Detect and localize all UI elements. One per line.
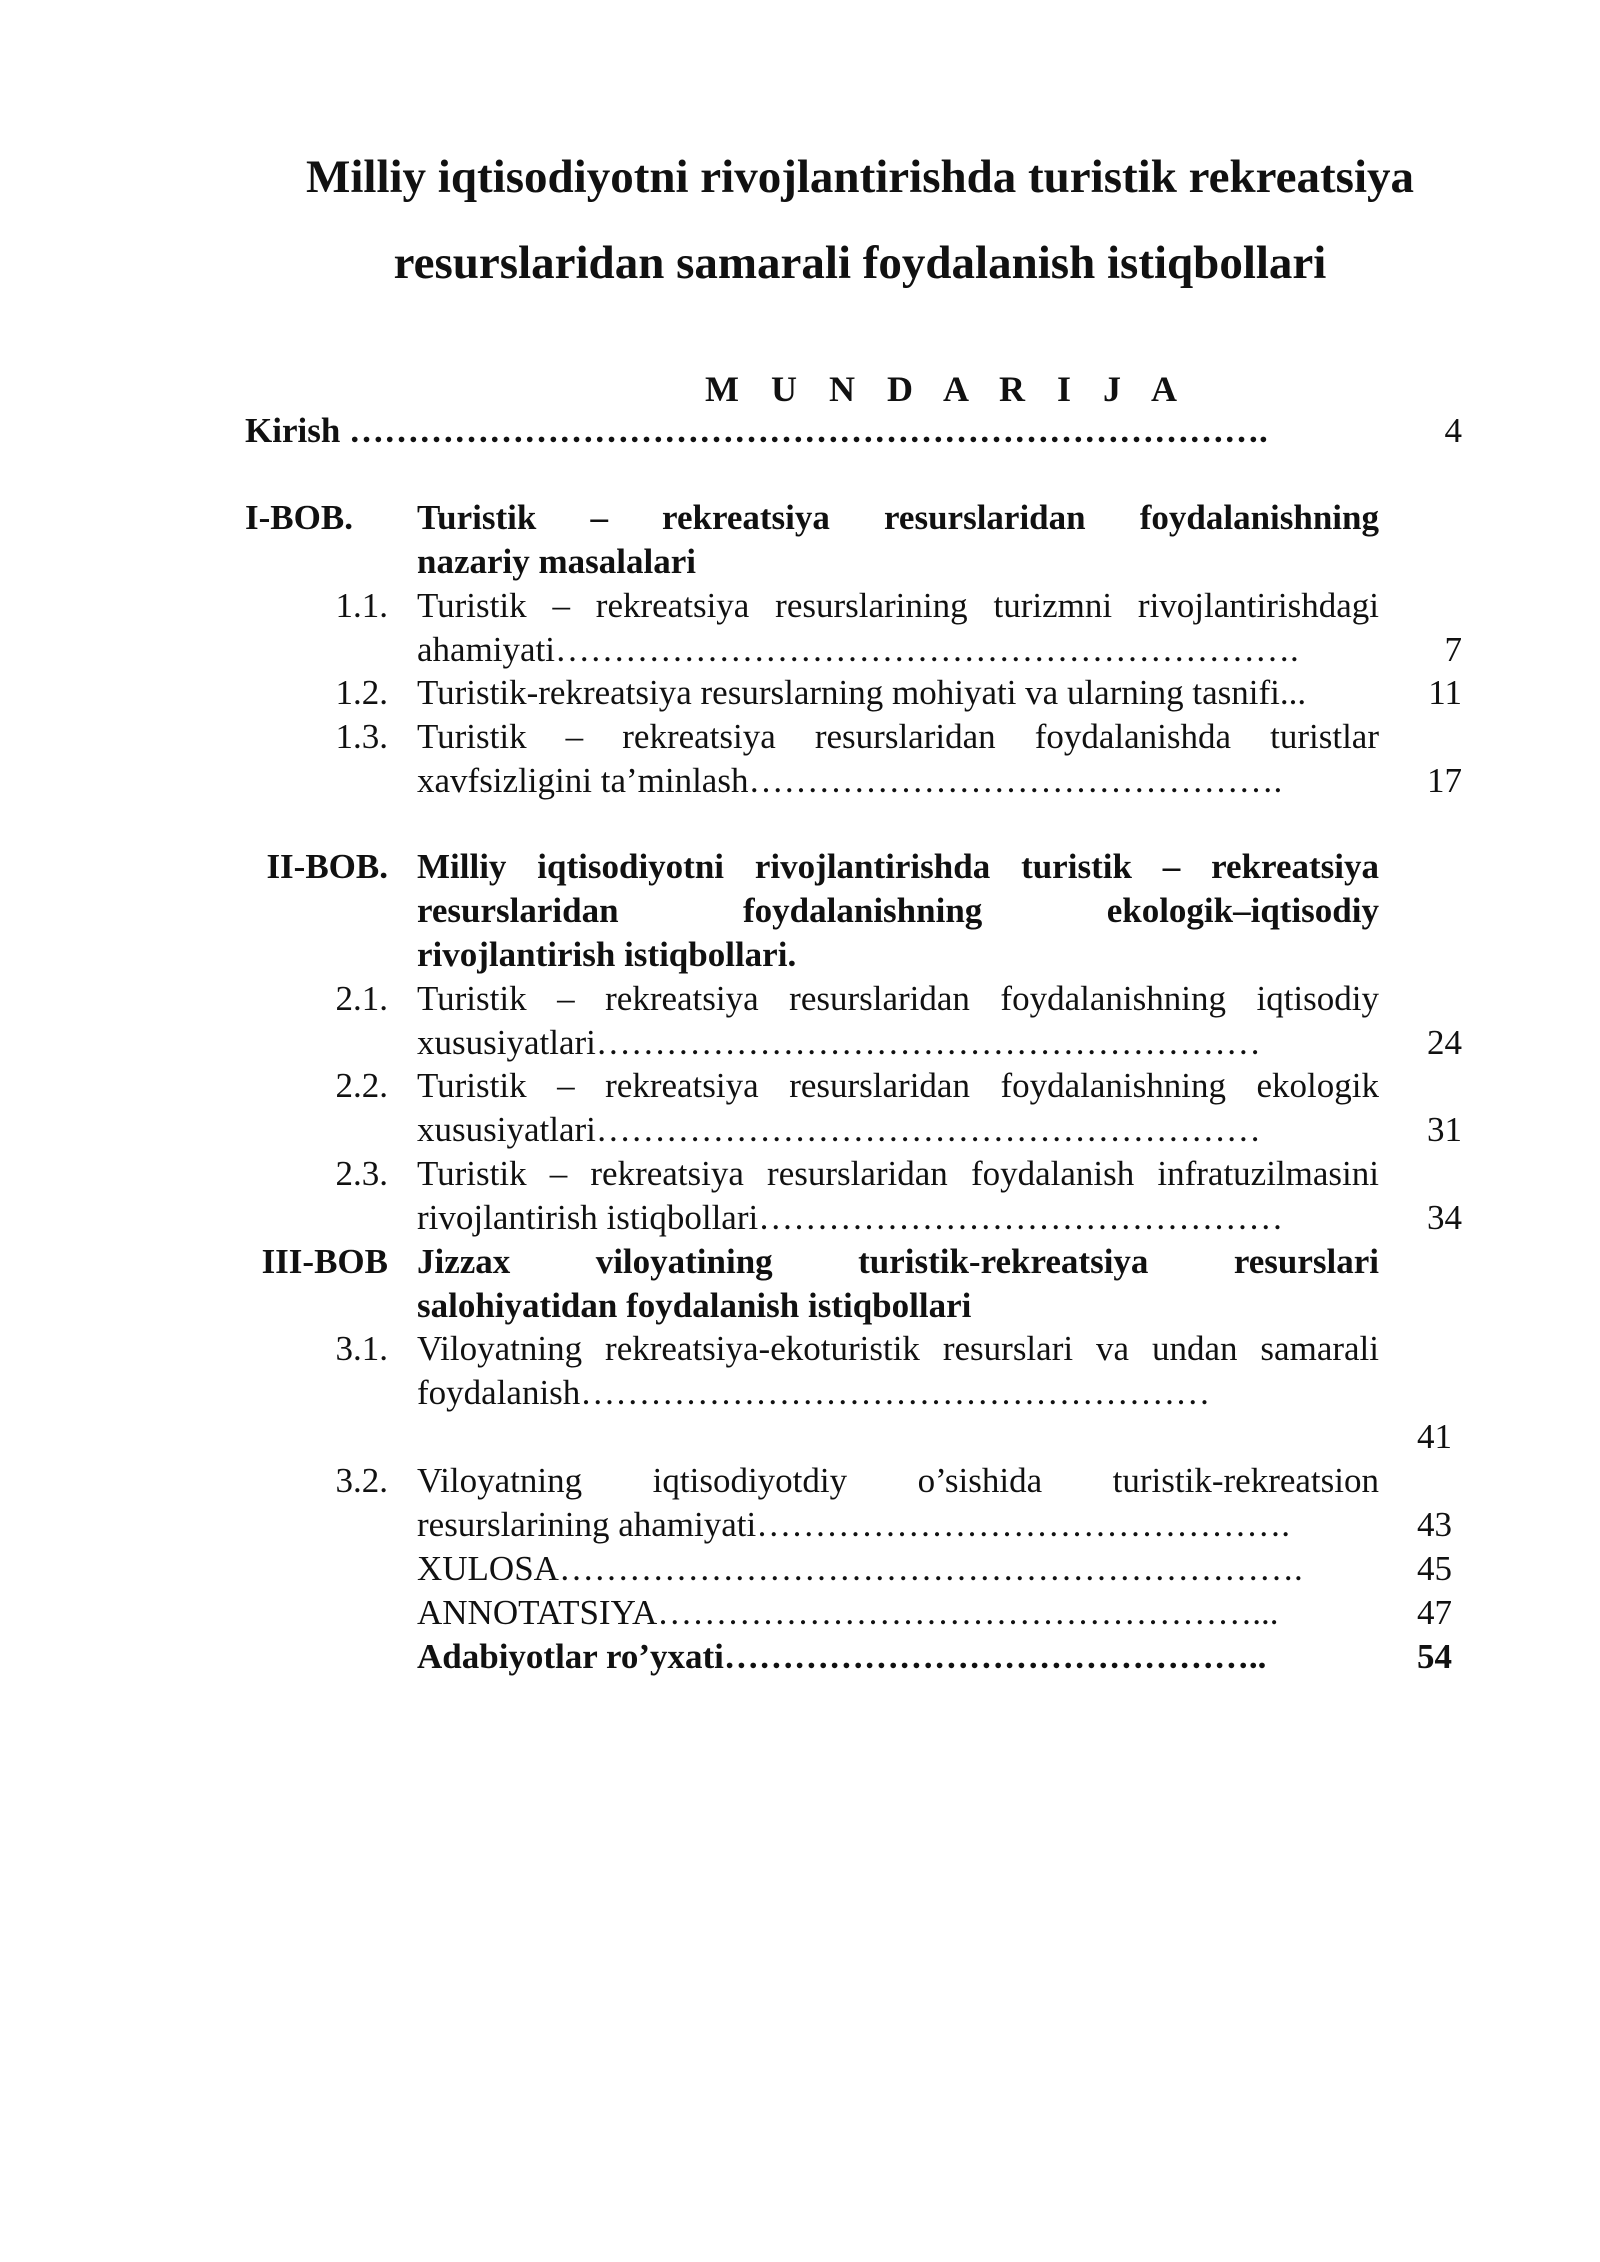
section-1-3-number: 1.3. <box>335 717 388 756</box>
section-2-2-number: 2.2. <box>335 1066 388 1105</box>
section-2-3-line-2[interactable]: rivojlantirish istiqbollari……………………………………… <box>417 1198 1284 1237</box>
toc-entry-references-page: 54 <box>1417 1637 1452 1676</box>
toc-entry-intro-page: 4 <box>1444 411 1462 450</box>
section-2-2-line-2[interactable]: xususiyatlari………………………………………………… <box>417 1110 1261 1149</box>
section-1-2-line-1[interactable]: Turistik-rekreatsiya resurslarning mohiyati va ularning tasnifi... <box>417 673 1307 712</box>
section-1-3-line-1[interactable]: Turistik – rekreatsiya resurslaridan foydalanishda turistlar <box>417 717 1379 756</box>
chapter-2-title-line-2[interactable]: resurslaridan foydalanishning ekologik–iqtisodiy <box>417 891 1379 930</box>
section-1-2-number: 1.2. <box>335 673 388 712</box>
toc-entry-references-label[interactable]: Adabiyotlar ro’yxati……………………………………….. <box>417 1637 1267 1676</box>
chapter-1-title-line-1[interactable]: Turistik – rekreatsiya resurslaridan foydalanishning <box>417 498 1379 537</box>
section-1-3-page: 17 <box>1427 761 1462 800</box>
section-3-1-number: 3.1. <box>335 1329 388 1368</box>
chapter-3-title-line-2[interactable]: salohiyatidan foydalanish istiqbollari <box>417 1286 972 1325</box>
section-3-2-line-1[interactable]: Viloyatning iqtisodiyotdiy o’sishida turistik-rekreatsion <box>417 1461 1379 1500</box>
title-line-1: Milliy iqtisodiyotni rivojlantirishda turistik rekreatsiya <box>305 151 1415 203</box>
section-3-2-line-2[interactable]: resurslarining ahamiyati………………………………………. <box>417 1505 1290 1544</box>
section-3-1-page: 41 <box>1417 1417 1452 1456</box>
section-2-2-line-1[interactable]: Turistik – rekreatsiya resurslaridan foydalanishning ekologik <box>417 1066 1379 1105</box>
section-1-2-page: 11 <box>1428 673 1462 712</box>
chapter-3-title-line-1[interactable]: Jizzax viloyatining turistik-rekreatsiya resurslari <box>417 1242 1379 1281</box>
section-1-1-line-2[interactable]: ahamiyati………………………………………………………. <box>417 630 1299 669</box>
section-3-1-line-1[interactable]: Viloyatning rekreatsiya-ekoturistik resurslari va undan samarali <box>417 1329 1379 1368</box>
section-1-3-line-2[interactable]: xavfsizligini ta’minlash………………………………………. <box>417 761 1283 800</box>
section-3-2-number: 3.2. <box>335 1461 388 1500</box>
chapter-3-number: III-BOB <box>261 1242 388 1281</box>
chapter-2-title-line-3[interactable]: rivojlantirish istiqbollari. <box>417 935 797 974</box>
toc-entry-conclusion-page: 45 <box>1417 1549 1452 1588</box>
section-2-1-page: 24 <box>1427 1023 1462 1062</box>
section-2-1-line-1[interactable]: Turistik – rekreatsiya resurslaridan foydalanishning iqtisodiy <box>417 979 1379 1018</box>
toc-entry-annotation-label[interactable]: ANNOTATSIYA……………………………………………... <box>417 1593 1279 1632</box>
section-3-1-line-2[interactable]: foydalanish……………………………………………… <box>417 1373 1211 1412</box>
chapter-1-title-line-2[interactable]: nazariy masalalari <box>417 542 696 581</box>
toc-entry-conclusion-label[interactable]: XULOSA………………………………………………………. <box>417 1549 1303 1588</box>
section-2-3-page: 34 <box>1427 1198 1462 1237</box>
toc-heading: M U N D A R I J A <box>705 369 1189 409</box>
title-line-2: resurslaridan samarali foydalanish istiqbollari <box>393 237 1327 289</box>
section-2-3-line-1[interactable]: Turistik – rekreatsiya resurslaridan foydalanish infratuzilmasini <box>417 1154 1379 1193</box>
section-1-1-number: 1.1. <box>335 586 388 625</box>
chapter-2-title-line-1[interactable]: Milliy iqtisodiyotni rivojlantirishda turistik – rekreatsiya <box>417 847 1379 886</box>
section-1-1-page: 7 <box>1444 630 1462 669</box>
section-3-2-page: 43 <box>1417 1505 1452 1544</box>
section-2-1-line-2[interactable]: xususiyatlari………………………………………………… <box>417 1023 1261 1062</box>
chapter-1-number: I-BOB. <box>245 498 353 537</box>
section-2-2-page: 31 <box>1427 1110 1462 1149</box>
toc-entry-annotation-page: 47 <box>1417 1593 1452 1632</box>
chapter-2-number: II-BOB. <box>266 847 388 886</box>
toc-entry-intro-label[interactable]: Kirish ……………………………………………………………………. <box>245 411 1268 450</box>
section-1-1-line-1[interactable]: Turistik – rekreatsiya resurslarining turizmni rivojlantirishdagi <box>417 586 1379 625</box>
section-2-1-number: 2.1. <box>335 979 388 1018</box>
section-2-3-number: 2.3. <box>335 1154 388 1193</box>
